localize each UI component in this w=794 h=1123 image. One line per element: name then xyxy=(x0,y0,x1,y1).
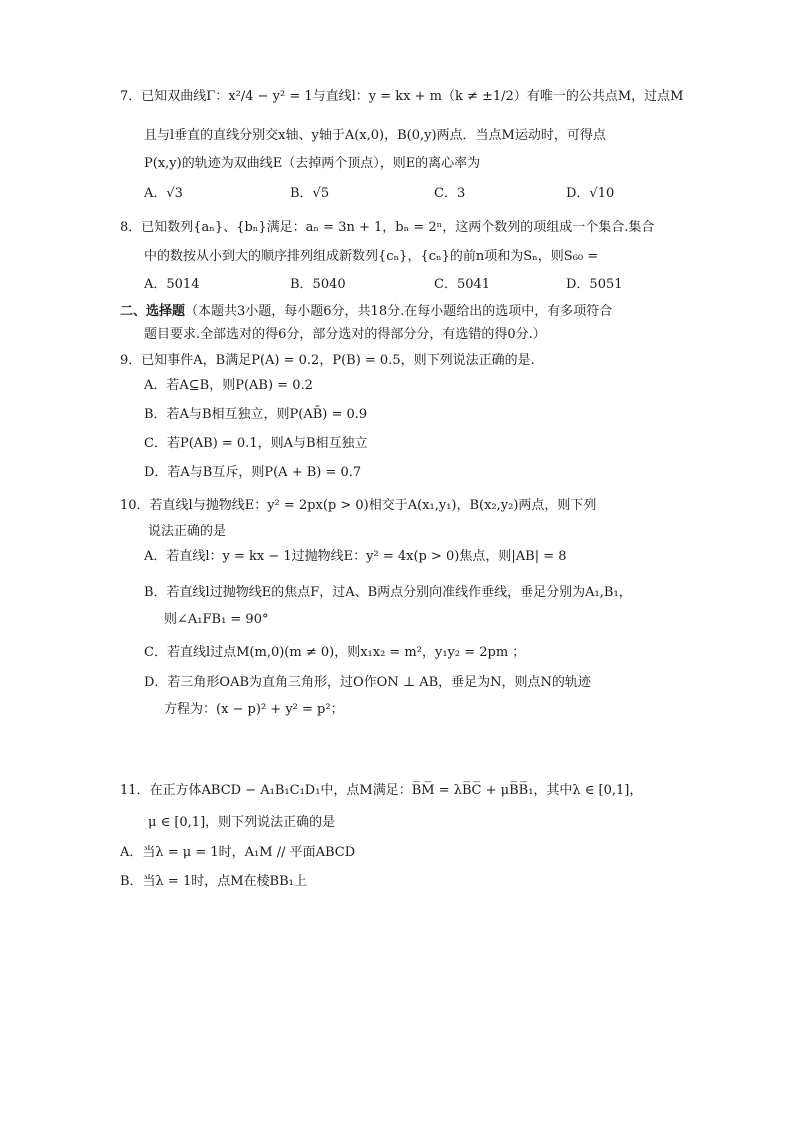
q9-option-b: B．若A与B相互独立，则P(AB̄) = 0.9 xyxy=(144,407,368,422)
q8-option-a: A．5014 xyxy=(144,277,200,292)
q10-option-d-line-1: D．若三角形OAB为直角三角形，过O作ON ⊥ AB，垂足为N，则点N的轨迹 xyxy=(144,675,591,690)
q7-option-d: D．√10 xyxy=(566,186,615,201)
q7-option-a: A．√3 xyxy=(144,186,183,201)
q11-stem-line-2: μ ∈ [0,1]，则下列说法正确的是 xyxy=(148,815,336,830)
q10-option-b-line-1: B．若直线l过抛物线E的焦点F，过A、B两点分别向准线作垂线，垂足分别为A₁,B₁， xyxy=(144,585,632,600)
q7-option-c: C．3 xyxy=(434,186,466,201)
q10-option-b-line-2: 则∠A₁FB₁ = 90° xyxy=(164,612,269,627)
q7-options xyxy=(144,184,744,204)
q9-option-a: A．若A⊆B，则P(AB) = 0.2 xyxy=(144,378,313,393)
q8-options xyxy=(144,275,744,295)
section-2-heading xyxy=(120,302,612,322)
section-2-instructions-1: （本题共3小题，每小题6分，共18分.在每小题给出的选项中，有多项符合 xyxy=(185,304,613,319)
q10-option-a: A．若直线l：y = kx − 1过抛物线E：y² = 4x(p > 0)焦点，则|AB| = 8 xyxy=(144,549,567,564)
q8-stem-line-1: 8．已知数列{aₙ}、{bₙ}满足：aₙ = 3n + 1，bₙ = 2ⁿ，这两个数列的项组成一个集合.集合 xyxy=(120,220,655,235)
q8-option-b: B．5040 xyxy=(290,277,346,292)
q11-stem-line-1: 11．在正方体ABCD − A₁B₁C₁D₁中，点M满足：B̅M̅ = λB̅C̅ + μB̅B̅₁，其中λ ∈ [0,1]， xyxy=(120,783,643,798)
q10-stem-line-2: 说法正确的是 xyxy=(148,524,227,539)
q8-option-c: C．5041 xyxy=(434,277,491,292)
section-2-instructions-2: 题目要求.全部选对的得6分，部分选对的得部分分，有选错的得0分.） xyxy=(144,327,546,342)
q8-stem-line-2: 中的数按从小到大的顺序排列组成新数列{cₙ}，{cₙ}的前n项和为Sₙ，则S₆₀ = xyxy=(144,249,599,264)
q7-stem-line-1: 7．已知双曲线Γ：x²/4 − y² = 1与直线l：y = kx + m（k ≠ ±1/2）有唯一的公共点M，过点M xyxy=(120,89,684,104)
section-2-title: 二、选择题 xyxy=(120,304,186,319)
q9-stem: 9．已知事件A，B满足P(A) = 0.2，P(B) = 0.5，则下列说法正确的是. xyxy=(120,353,535,368)
q10-option-c: C．若直线l过点M(m,0)(m ≠ 0)，则x₁x₂ = m²，y₁y₂ = 2pm ； xyxy=(144,645,526,660)
q7-stem-line-3: P(x,y)的轨迹为双曲线E（去掉两个顶点），则E的离心率为 xyxy=(144,156,481,171)
q11-option-a: A．当λ = μ = 1时，A₁M // 平面ABCD xyxy=(120,845,356,860)
q11-option-b: B．当λ = 1时，点M在棱BB₁上 xyxy=(120,874,307,889)
q9-option-d: D．若A与B互斥，则P(A + B) = 0.7 xyxy=(144,465,362,480)
q7-stem-line-2: 且与l垂直的直线分别交x轴、y轴于A(x,0)，B(0,y)两点．当点M运动时，可得点 xyxy=(144,128,606,143)
q7-option-b: B．√5 xyxy=(290,186,330,201)
q8-option-d: D．5051 xyxy=(566,277,623,292)
q9-option-c: C．若P(AB) = 0.1，则A与B相互独立 xyxy=(144,436,368,451)
q10-stem-line-1: 10．若直线l与抛物线E：y² = 2px(p > 0)相交于A(x₁,y₁)，B(x₂,y₂)两点，则下列 xyxy=(120,498,597,513)
q10-option-d-line-2: 方程为：(x − p)² + y² = p²； xyxy=(164,702,344,717)
